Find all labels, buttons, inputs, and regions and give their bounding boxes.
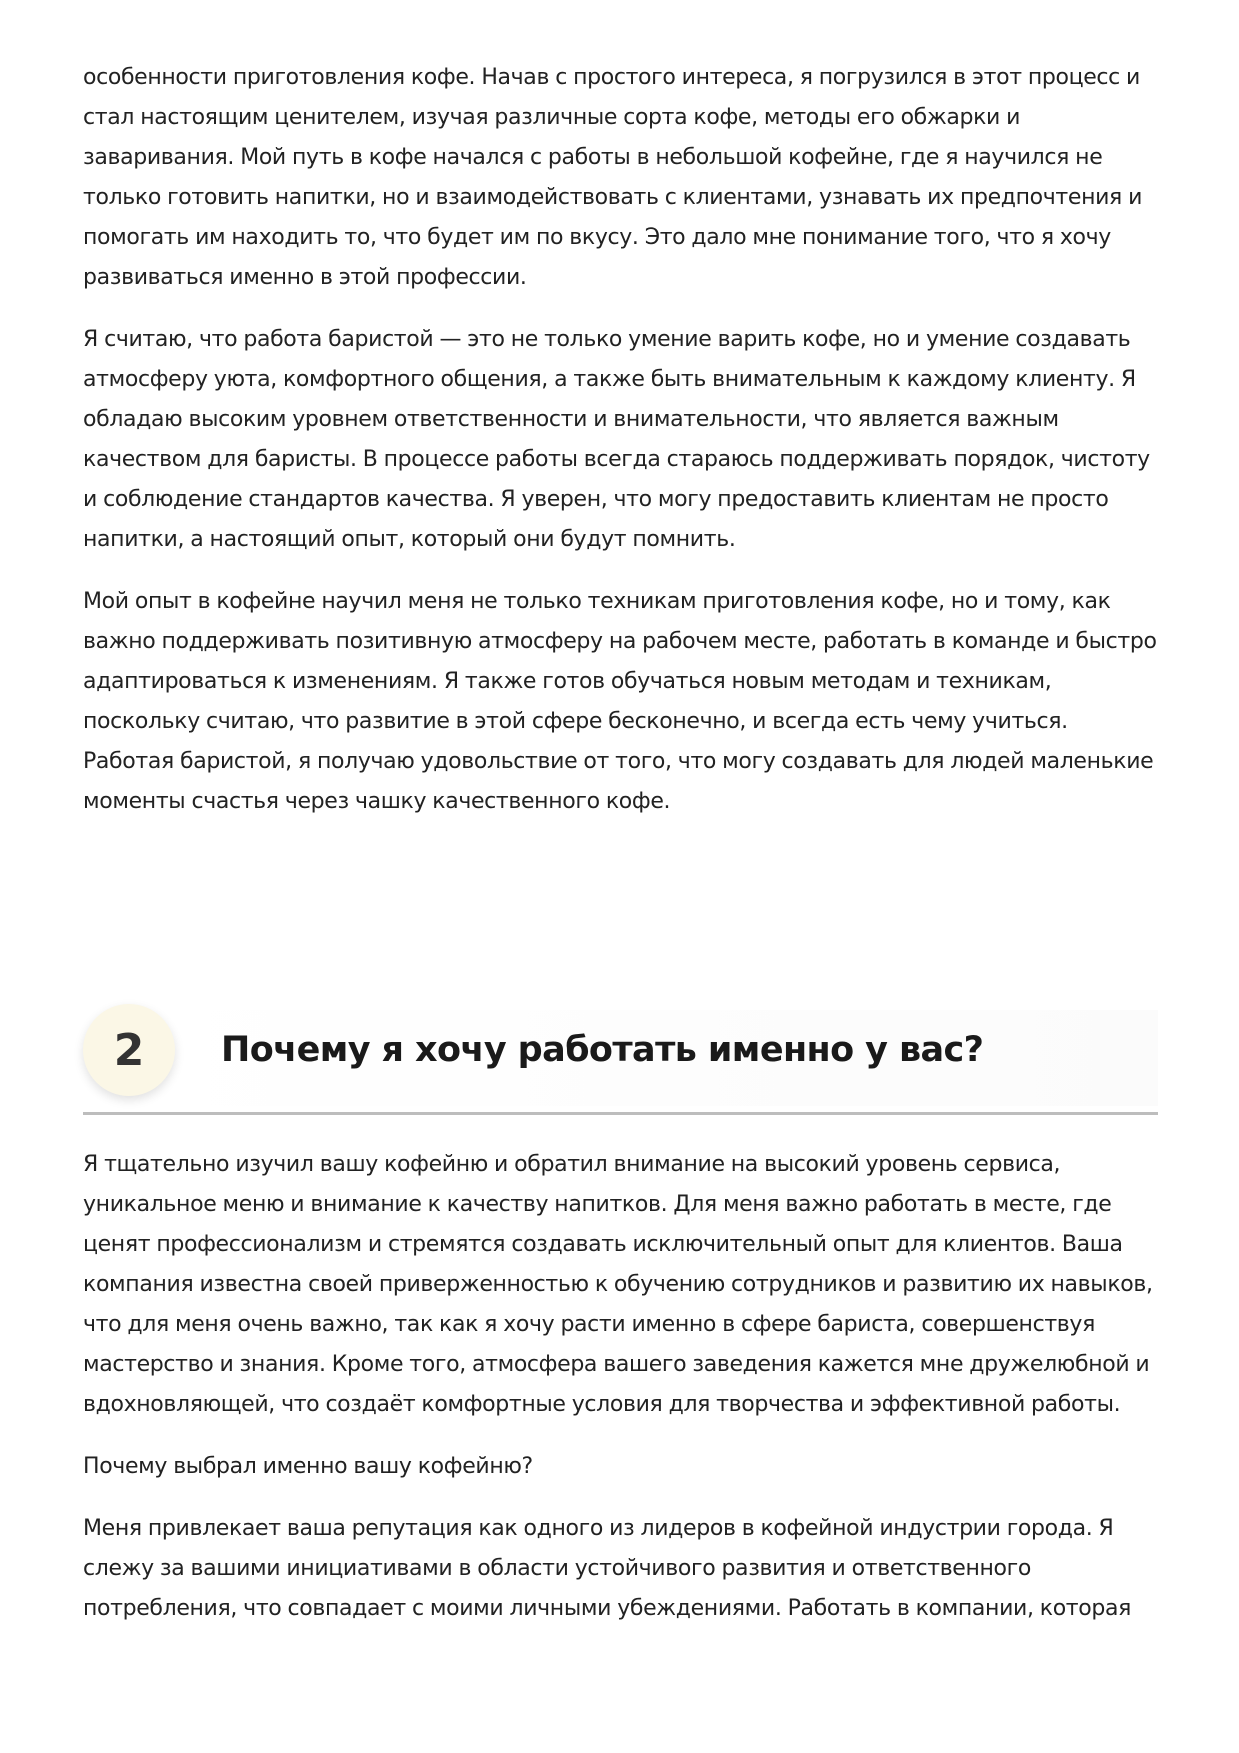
paragraph-why-your-company: Я тщательно изучил вашу кофейню и обратил внимание на высокий уровень сервиса, уникальное меню и внимание к качеству напитков. Для меня важно работать в месте, где ценят профессионализм и стремятся создавать исключительный опыт для клиентов. Ваша компания известна своей приверженностью к обучению сотрудников и развитию их навыков, что для меня очень важно, так как я хочу расти именно в сфере бариста, совершенствуя мастерство и знания. Кроме того, атмосфера вашего заведения кажется мне дружелюбной и вдохновляющей, что создаёт комфортные условия для творчества и эффективной работы. [83,1152,1153,1417]
document-page [83,58,1158,1651]
paragraph-coffee-journey: особенности приготовления кофе. Начав с простого интереса, я погрузился в этот процесс и стал настоящим ценителем, изучая различные сорта кофе, методы его обжарки и заваривания. Мой путь в кофе начался с работы в небольшой кофейне, где я научился не только готовить напитки, но и взаимодействовать с клиентами, узнавать их предпочтения и помогать им находить то, что будет им по вкусу. Это дало мне понимание того, что я хочу развиваться именно в этой профессии. [83,65,1143,290]
section-title: Почему я хочу работать именно у вас? [221,1030,984,1070]
section-header [83,1004,1158,1115]
paragraph-reputation: Меня привлекает ваша репутация как одного из лидеров в кофейной индустрии города. Я слежу за вашими инициативами в области устойчивого развития и ответственного потребления, что совпадает с моими личными убеждениями. Работать в компании, которая [83,1516,1132,1621]
paragraph-barista-qualities: Я считаю, что работа баристой — это не только умение варить кофе, но и умение создавать атмосферу уюта, комфортного общения, а также быть внимательным к каждому клиенту. Я обладаю высоким уровнем ответственности и внимательности, что является важным качеством для баристы. В процессе работы всегда стараюсь поддерживать порядок, чистоту и соблюдение стандартов качества. Я уверен, что могу предоставить клиентам не просто напитки, а настоящий опыт, который они будут помнить. [83,327,1150,552]
paragraph-subheading-question: Почему выбрал именно вашу кофейню? [83,1454,533,1479]
section-number-badge: 2 [83,1004,175,1096]
section-spacer [83,844,1158,1004]
paragraph-coffee-shop-experience: Мой опыт в кофейне научил меня не только техникам приготовления кофе, но и тому, как важно поддерживать позитивную атмосферу на рабочем месте, работать в команде и быстро адаптироваться к изменениям. Я также готов обучаться новым методам и техникам, поскольку считаю, что развитие в этой сфере бесконечно, и всегда есть чему учиться. Работая баристой, я получаю удовольствие от того, что могу создавать для людей маленькие моменты счастья через чашку качественного кофе. [83,589,1157,814]
